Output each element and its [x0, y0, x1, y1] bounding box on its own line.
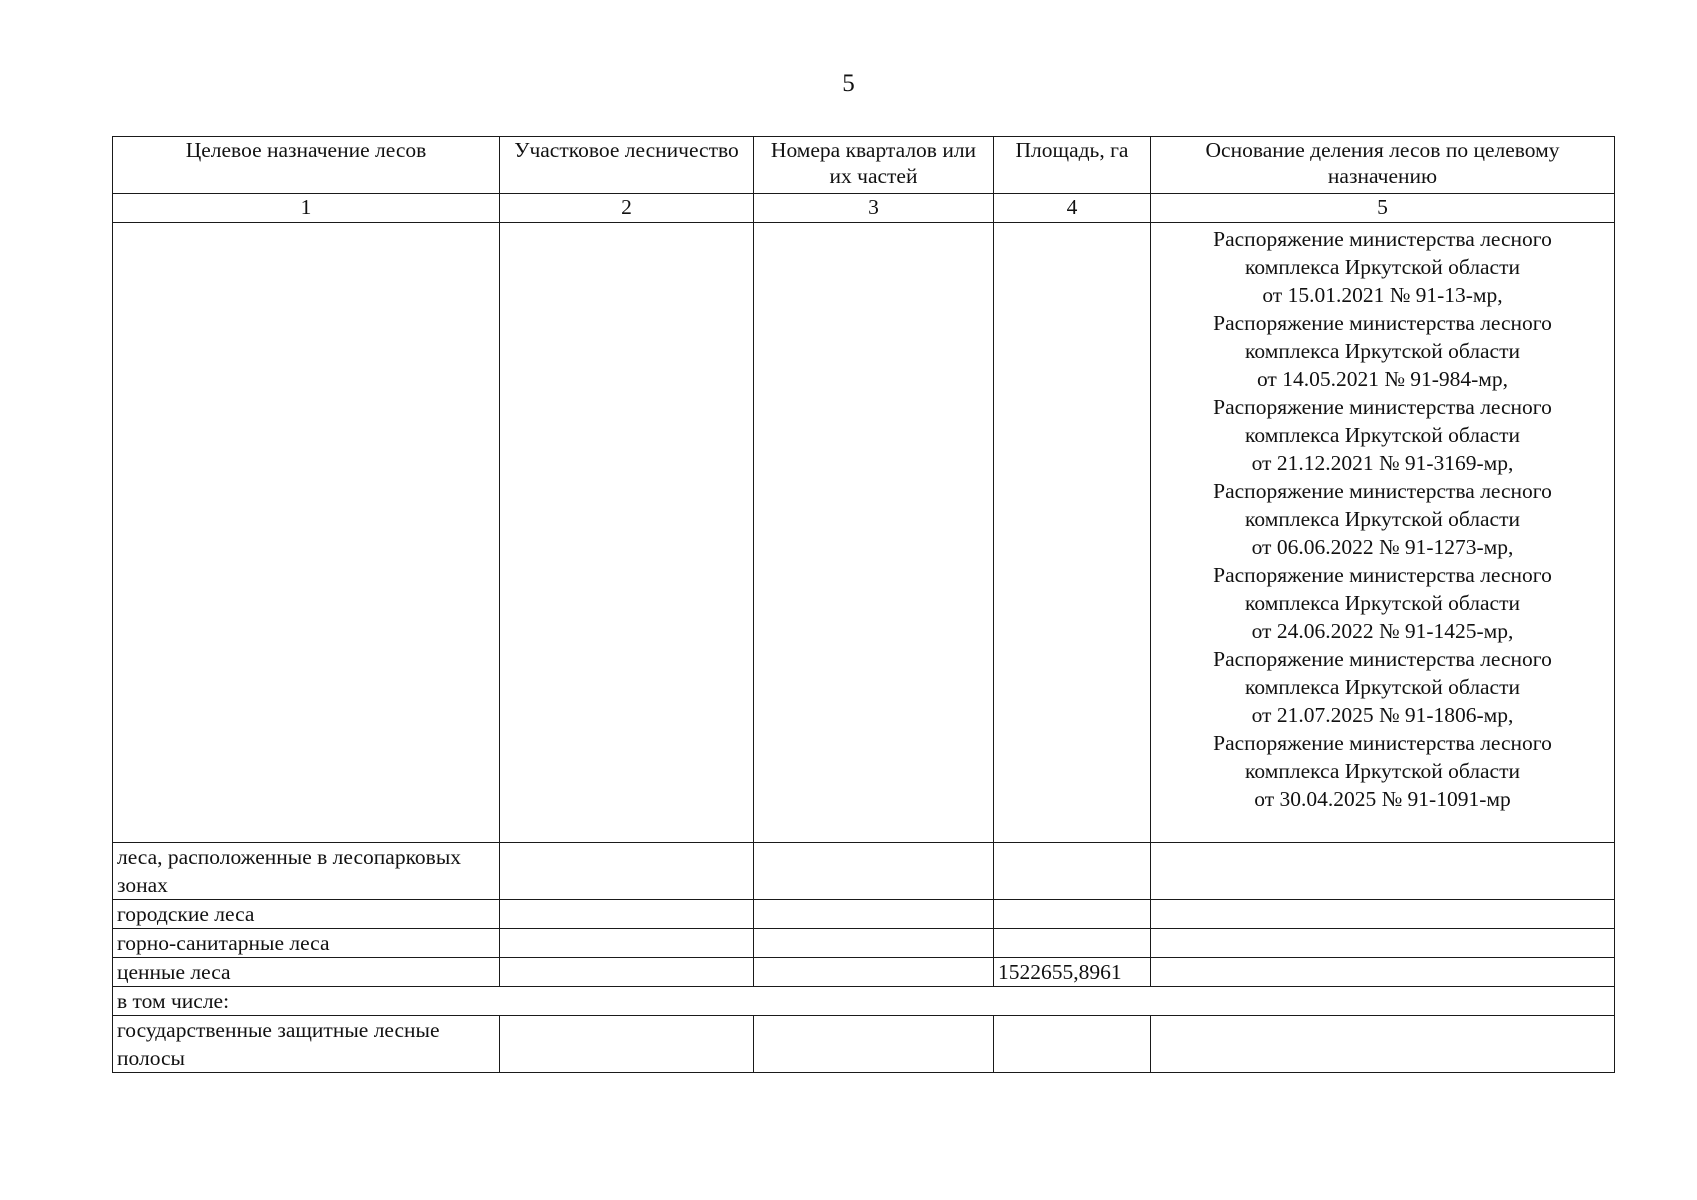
- division-basis-cell: [1151, 843, 1615, 900]
- basis-line: от 15.01.2021 № 91-13-мр,: [1262, 283, 1503, 307]
- area-cell: [994, 223, 1151, 843]
- purpose-cell: леса, расположенные в лесопарковых зонах: [113, 843, 500, 900]
- basis-line: Распоряжение министерства лесного: [1213, 395, 1552, 419]
- table-header-row: [113, 137, 1615, 194]
- table-row: [113, 900, 1615, 929]
- page-number: 5: [842, 70, 855, 97]
- basis-line: Распоряжение министерства лесного: [1213, 227, 1552, 251]
- column-number: 3: [754, 194, 994, 223]
- basis-line: от 30.04.2025 № 91-1091-мр: [1254, 787, 1511, 811]
- basis-line: от 14.05.2021 № 91-984-мр,: [1256, 367, 1509, 391]
- quarters-cell: [754, 223, 994, 843]
- basis-line: Распоряжение министерства лесного: [1213, 563, 1552, 587]
- column-number: 4: [994, 194, 1151, 223]
- header-division-basis: Основание деления лесов по целевому назначению: [1151, 137, 1615, 194]
- purpose-cell: горно-санитарные леса: [113, 929, 500, 958]
- basis-line: Распоряжение министерства лесного: [1213, 311, 1552, 335]
- basis-line: от 24.06.2022 № 91-1425-мр,: [1251, 619, 1514, 643]
- district-cell: [500, 1016, 754, 1073]
- forest-purpose-table: [112, 136, 1615, 1073]
- district-cell: [500, 843, 754, 900]
- district-cell: [500, 900, 754, 929]
- basis-line: комплекса Иркутской области: [1245, 759, 1520, 783]
- quarters-cell: [754, 958, 994, 987]
- basis-line: комплекса Иркутской области: [1245, 255, 1520, 279]
- table-row: [113, 1016, 1615, 1073]
- area-cell: [994, 843, 1151, 900]
- purpose-cell: [113, 223, 500, 843]
- district-cell: [500, 929, 754, 958]
- table-row: [113, 958, 1615, 987]
- basis-line: комплекса Иркутской области: [1245, 675, 1520, 699]
- quarters-cell: [754, 843, 994, 900]
- quarters-cell: [754, 1016, 994, 1073]
- column-number: 2: [500, 194, 754, 223]
- basis-line: комплекса Иркутской области: [1245, 507, 1520, 531]
- district-cell: [500, 958, 754, 987]
- purpose-cell: ценные леса: [113, 958, 500, 987]
- division-basis-cell: [1151, 929, 1615, 958]
- area-cell: [994, 900, 1151, 929]
- table-row: [113, 223, 1615, 843]
- basis-line: комплекса Иркутской области: [1245, 339, 1520, 363]
- district-cell: [500, 223, 754, 843]
- division-basis-cell: [1151, 900, 1615, 929]
- area-cell: [994, 929, 1151, 958]
- column-number: 1: [113, 194, 500, 223]
- division-basis-cell: [1151, 223, 1615, 843]
- header-quarter-numbers: Номера кварталов или их частей: [754, 137, 994, 194]
- basis-line: от 21.12.2021 № 91-3169-мр,: [1251, 451, 1514, 475]
- basis-line: комплекса Иркутской области: [1245, 423, 1520, 447]
- division-basis-cell: [1151, 1016, 1615, 1073]
- basis-line: комплекса Иркутской области: [1245, 591, 1520, 615]
- header-forest-purpose: Целевое назначение лесов: [113, 137, 500, 194]
- header-district-forestry: Участковое лесничество: [500, 137, 754, 194]
- basis-line: Распоряжение министерства лесного: [1213, 731, 1552, 755]
- subsection-cell: в том числе:: [113, 987, 1615, 1016]
- basis-line: от 06.06.2022 № 91-1273-мр,: [1251, 535, 1514, 559]
- quarters-cell: [754, 900, 994, 929]
- header-area: Площадь, га: [994, 137, 1151, 194]
- area-cell: [994, 1016, 1151, 1073]
- basis-line: Распоряжение министерства лесного: [1213, 479, 1552, 503]
- basis-line: Распоряжение министерства лесного: [1213, 647, 1552, 671]
- basis-line: от 21.07.2025 № 91-1806-мр,: [1251, 703, 1514, 727]
- quarters-cell: [754, 929, 994, 958]
- area-cell: 1522655,8961: [994, 958, 1151, 987]
- column-number: 5: [1151, 194, 1615, 223]
- purpose-cell: государственные защитные лесные полосы: [113, 1016, 500, 1073]
- division-basis-cell: [1151, 958, 1615, 987]
- purpose-cell: городские леса: [113, 900, 500, 929]
- table-row: [113, 929, 1615, 958]
- table-row: [113, 987, 1615, 1016]
- column-number-row: [113, 194, 1615, 223]
- table-row: [113, 843, 1615, 900]
